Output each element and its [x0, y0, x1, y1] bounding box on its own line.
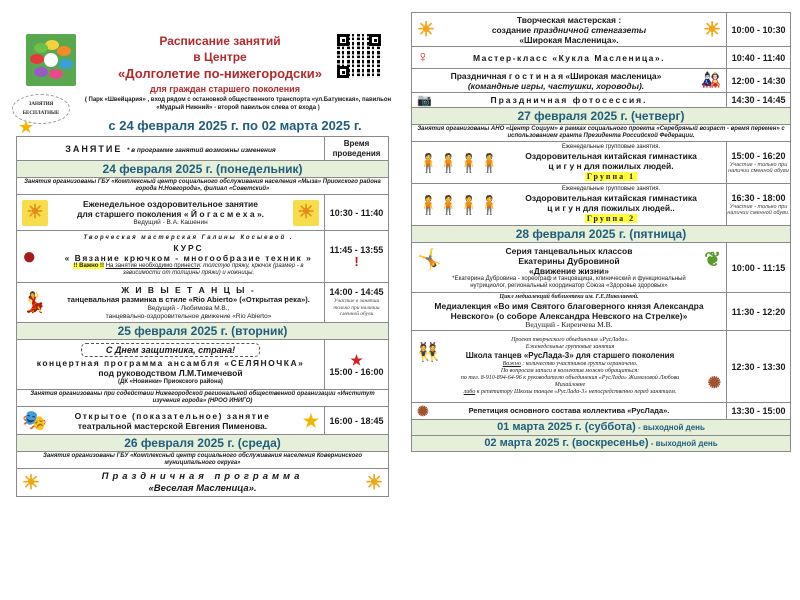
- day-band-mon: 24 февраля 2025 г. (понедельник): [17, 161, 389, 178]
- event-doll-masterclass: [412, 47, 727, 69]
- exclamation-icon: !: [354, 254, 359, 269]
- event-line: «Веселая Масленица».: [148, 482, 257, 494]
- event-line: Репетиция основного состава коллектива «РусЛада».: [468, 406, 670, 415]
- day-band-fri: 28 февраля 2025 г. (пятница): [412, 226, 791, 243]
- group-label: Группа 2: [586, 213, 636, 223]
- event-festive-program: [17, 469, 389, 497]
- event-line: Серия танцевальных классов: [505, 245, 633, 256]
- smiling-star-icon: ★: [302, 410, 319, 431]
- organizer-note-thu: Занятия организованы АНО «Центр Социум» в рамках социального проекта «Серебряный возраст - время перемен» с использованием гранта Президента Российской Федерации.: [412, 125, 791, 142]
- event-time: 10:40 - 11:40: [727, 47, 791, 69]
- event-host: Ведущий - В.А. Кашенин: [133, 218, 208, 226]
- event-line: Оздоровительная китайская гимнастика: [525, 150, 697, 161]
- event-line: Творческая мастерская Галины Косыевой .: [83, 235, 294, 242]
- address: ( Парк «Швейцария» , вход рядом с остановкой общественного транспорта «ул.Батумская», павильон «Мудрый Нижний» - второй павильон слева от входа ): [84, 97, 392, 111]
- dancer-figure-icon: 🤸: [417, 249, 442, 272]
- event-line: концертная программа ансамбля «СЕЛЯНОЧКА»: [36, 358, 305, 368]
- event-note: *Екатерина Дубровина - хореограф и танцовщица, клинический и функциональный нутрициолог, региональный координатор Союза «Здоровье здоровых»: [452, 275, 686, 289]
- event-time: 16:00 - 18:45: [325, 407, 389, 435]
- sun-icon: ☀: [22, 200, 48, 226]
- event-concert: [17, 340, 325, 390]
- group-label: Группа 1: [586, 171, 636, 181]
- organizer-note-mon: Занятия организованы ГБУ «Комплексный центр социального обслуживания населения «Мыза» Приокского района города Н.Новгорода», филиал «Советский»: [17, 178, 389, 195]
- event-line: Мастер-класс «Кукла Масленица».: [472, 52, 665, 63]
- ruslada-emblem-icon: ✺: [707, 375, 721, 393]
- event-time-cell: [325, 231, 389, 283]
- event-theatre: [17, 407, 325, 435]
- holiday-banner: С Днем защитника, страна!: [81, 343, 260, 357]
- event-wall-newspaper: [412, 13, 727, 47]
- event-host: Ведущий - Любимова М.В.,: [147, 304, 230, 312]
- event-note: По вопросам записи в коллектив можно обращаться:: [500, 368, 640, 374]
- event-line: «Широкая Масленица».: [519, 34, 619, 45]
- event-line: ц и г у н для пожилых людей.: [548, 160, 674, 171]
- activity-header-note: * в программе занятий возможны изменения: [126, 146, 276, 154]
- event-photo-session: [412, 93, 727, 108]
- event-time-note: Участие - только при наличии сменной обуви.: [727, 203, 790, 216]
- activity-header: [17, 137, 325, 161]
- event-time: 10:00 - 11:15: [727, 243, 791, 293]
- event-line: Медиалекция «Во имя Святого благоверного князя Александра Невского» (о соборе Александра Невского на Стрелке)»: [434, 301, 704, 321]
- event-host: Ведущий - Киреичева М.В.: [525, 320, 613, 329]
- red-star-medal-icon: ★: [350, 351, 363, 368]
- event-line: КУРС: [173, 242, 204, 253]
- event-time-cell: [727, 142, 791, 184]
- date-range: с 24 февраля 2025 г. по 02 марта 2025 г.: [108, 118, 362, 133]
- event-line: Оздоровительная китайская гимнастика: [525, 192, 697, 203]
- event-time-note: Участие в занятии только при наличии сменной обуви: [333, 298, 380, 318]
- event-note-label: либо: [463, 389, 476, 395]
- event-line: Творческая мастерская :: [516, 14, 622, 25]
- event-crochet: [17, 231, 325, 283]
- table-row: [412, 403, 791, 420]
- event-line: Праздничная программа: [101, 470, 304, 482]
- event-line: Открытое (показательное) занятие: [74, 410, 271, 421]
- event-line: танцевальная разминка в стиле «Rio Abierto» («Открытая река»).: [67, 294, 310, 304]
- event-qigong-group-2: [412, 184, 727, 226]
- event-time-note: Участие - только при наличии сменной обуви: [728, 161, 789, 174]
- event-time: 16:30 - 18:00: [731, 192, 786, 203]
- event-line: Екатерины Дубровиной: [518, 255, 620, 266]
- subtitle: для граждан старшего поколения: [150, 84, 300, 94]
- event-line: танцевально-оздоровительное движение «Rio Abierto»: [105, 312, 272, 320]
- event-note: к репетитору Школы танцев «РусЛада-3» непосредственно перед занятием.: [475, 389, 677, 395]
- sun-icon: ☀: [293, 200, 319, 226]
- event-dance-series: [412, 243, 727, 293]
- event-time: 11:30 - 12:20: [727, 293, 791, 331]
- event-yoga-laughter: [17, 195, 325, 231]
- time-header-line-1: Время: [343, 138, 370, 148]
- sun-icon: ☀: [22, 471, 40, 494]
- day-label: 02 марта 2025 г. (воскресенье): [484, 437, 649, 449]
- event-time: 14:30 - 14:45: [727, 93, 791, 108]
- table-header-row: [17, 137, 389, 161]
- event-time: 13:30 - 15:00: [727, 403, 791, 420]
- title-line-3: «Долголетие по-нижегородски»: [118, 66, 322, 81]
- table-row: [412, 93, 791, 108]
- event-line: Школа танцев «РусЛада-3» для старшего поколения: [465, 351, 675, 360]
- table-row: [412, 184, 791, 226]
- schedule-table-right: [411, 12, 791, 452]
- event-line: ц и г у н для пожилых людей..: [547, 202, 675, 213]
- event-kicker: Еженедельные групповые занятия.: [561, 185, 661, 192]
- qigong-figures-icon: 🧍🧍🧍🧍: [417, 152, 499, 173]
- event-media-lecture: [412, 293, 727, 331]
- important-text: На занятие необходимо принести: [105, 262, 200, 269]
- event-time: 15:00 - 16:20: [731, 150, 786, 161]
- event-line-italic: праздничной стенгазеты: [533, 24, 647, 35]
- event-time: 12:00 - 14:30: [727, 69, 791, 93]
- qr-code-icon: [337, 34, 381, 78]
- event-time: 10:30 - 11:40: [325, 195, 389, 231]
- flower-logo-icon: [26, 34, 76, 86]
- event-line: Праздничная г о с т и н а я «Широкая масленица»: [450, 70, 662, 81]
- event-note: по тел. 8-910-894-64-96 к руководителю объединения «РусЛада» Жималовой Любови Михайловне: [460, 375, 680, 388]
- day-band-thu: 27 февраля 2025 г. (четверг): [412, 108, 791, 125]
- event-kicker: Цикл медиалекций библиотеки им. Г.Е.Николаевой.: [499, 294, 639, 300]
- free-badge-line-1: ЗАНЯТИЯ: [28, 102, 54, 107]
- day-band-sat: [412, 420, 791, 436]
- day-off-label: - выходной день: [635, 423, 705, 432]
- sun-icon: ☀: [703, 18, 721, 41]
- table-row: [412, 243, 791, 293]
- table-row: [412, 293, 791, 331]
- title-line-2: в Центре: [193, 50, 247, 64]
- maslenitsa-doll-icon: ♀: [417, 48, 429, 66]
- event-line: создание: [491, 24, 534, 35]
- event-qigong-group-1: [412, 142, 727, 184]
- event-kicker: Еженедельные групповые занятия: [525, 344, 615, 350]
- table-row: [17, 231, 389, 283]
- table-row: [17, 407, 389, 435]
- qigong-figures-icon: 🧍🧍🧍🧍: [417, 194, 499, 215]
- important-label: !! Важно !!: [73, 262, 105, 269]
- event-ruslada-rehearsal: [412, 403, 727, 420]
- organizer-note-wed: Занятия организованы ГБУ «Комплексный центр социального обслуживания населения Ковернинского муниципального округа»: [17, 452, 389, 469]
- time-header-line-2: проведения: [332, 148, 381, 158]
- event-kicker: Проект творческого объединения «РусЛада».: [511, 337, 629, 343]
- sun-icon: ☀: [417, 18, 435, 41]
- event-line: (ДК «Новинки» Приокского района): [118, 379, 223, 385]
- event-festive-salon: [412, 69, 727, 93]
- folk-celebration-icon: 🎎: [701, 71, 721, 89]
- important-details: : толстую пряжу, крючок (размер - в зависимости от толщины пряжи) и ножницы.: [122, 262, 304, 277]
- day-band-tue: 25 февраля 2025 г. (вторник): [17, 323, 389, 340]
- event-time: 10:00 - 10:30: [727, 13, 791, 47]
- event-line: Еженедельное оздоровительное занятие: [82, 198, 259, 209]
- event-time: 15:00 - 16:00: [329, 366, 384, 377]
- event-kicker: Еженедельные групповые занятия.: [561, 143, 661, 150]
- event-line: Ж И В Ы Е Т А Н Ц Ы -: [121, 284, 256, 295]
- smiling-star-icon: ★: [18, 117, 35, 137]
- organizer-note-tue: Занятия организованы при содействии Нижегородской региональной общественной организации «Институт изучения города» (НРОО ИНИГО): [17, 390, 389, 407]
- event-time: 14:00 - 14:45: [329, 287, 384, 298]
- yarn-ball-icon: ●: [22, 242, 37, 270]
- activity-header-label: ЗАНЯТИЕ: [65, 143, 123, 154]
- schedule-table-left: [16, 136, 389, 497]
- free-badge-line-2: БЕСПЛАТНЫЕ: [22, 111, 60, 116]
- event-live-dances: [17, 283, 325, 323]
- event-note: : количество участников группы ограничено.: [520, 361, 638, 367]
- dancers-icon: 💃: [22, 291, 47, 314]
- table-row: [412, 13, 791, 47]
- camera-icon: 📷: [417, 93, 432, 107]
- event-line: для старшего поколения « Й о г а с м е х а ».: [76, 208, 265, 219]
- sun-icon: ☀: [365, 471, 383, 494]
- event-line: (командные игры, частушки, хороводы).: [467, 80, 645, 91]
- right-page: [400, 0, 800, 600]
- day-label: 01 марта 2025 г. (суббота): [497, 421, 636, 433]
- table-row: [17, 195, 389, 231]
- table-row: [17, 340, 389, 390]
- day-band-wed: 26 февраля 2025 г. (среда): [17, 435, 389, 452]
- event-time-cell: [727, 184, 791, 226]
- table-row: [412, 47, 791, 69]
- table-row: [412, 331, 791, 403]
- event-line: театральной мастерской Евгения Пименова.: [77, 420, 268, 431]
- day-off-label: - выходной день: [648, 439, 718, 448]
- table-row: [17, 469, 389, 497]
- table-row: [412, 69, 791, 93]
- event-time-cell: [325, 340, 389, 390]
- day-band-sun: [412, 436, 791, 452]
- event-line: «Движение жизни»: [529, 265, 609, 276]
- event-time-cell: [325, 283, 389, 323]
- table-row: [17, 283, 389, 323]
- event-line: под руководством Л.М.Тимечевой: [98, 368, 243, 378]
- table-row: [412, 142, 791, 184]
- dancing-couple-icon: 👯: [417, 342, 440, 363]
- event-ruslada-school: [412, 331, 727, 403]
- title-line-1: Расписание занятий: [159, 34, 281, 48]
- event-time: 12:30 - 13:30: [727, 331, 791, 403]
- tree-of-life-icon: ❦: [704, 249, 721, 272]
- theatre-curtain-icon: 🎭: [22, 409, 47, 432]
- event-line: Праздничная фотосессия.: [490, 95, 648, 105]
- important-label: Важно: [502, 361, 521, 367]
- ruslada-emblem-icon: ✺: [417, 403, 429, 419]
- event-time: 11:45 - 13:55: [329, 245, 384, 255]
- time-header: [325, 137, 389, 161]
- event-line: « Вязание крючком - многообразие техник »: [64, 252, 313, 263]
